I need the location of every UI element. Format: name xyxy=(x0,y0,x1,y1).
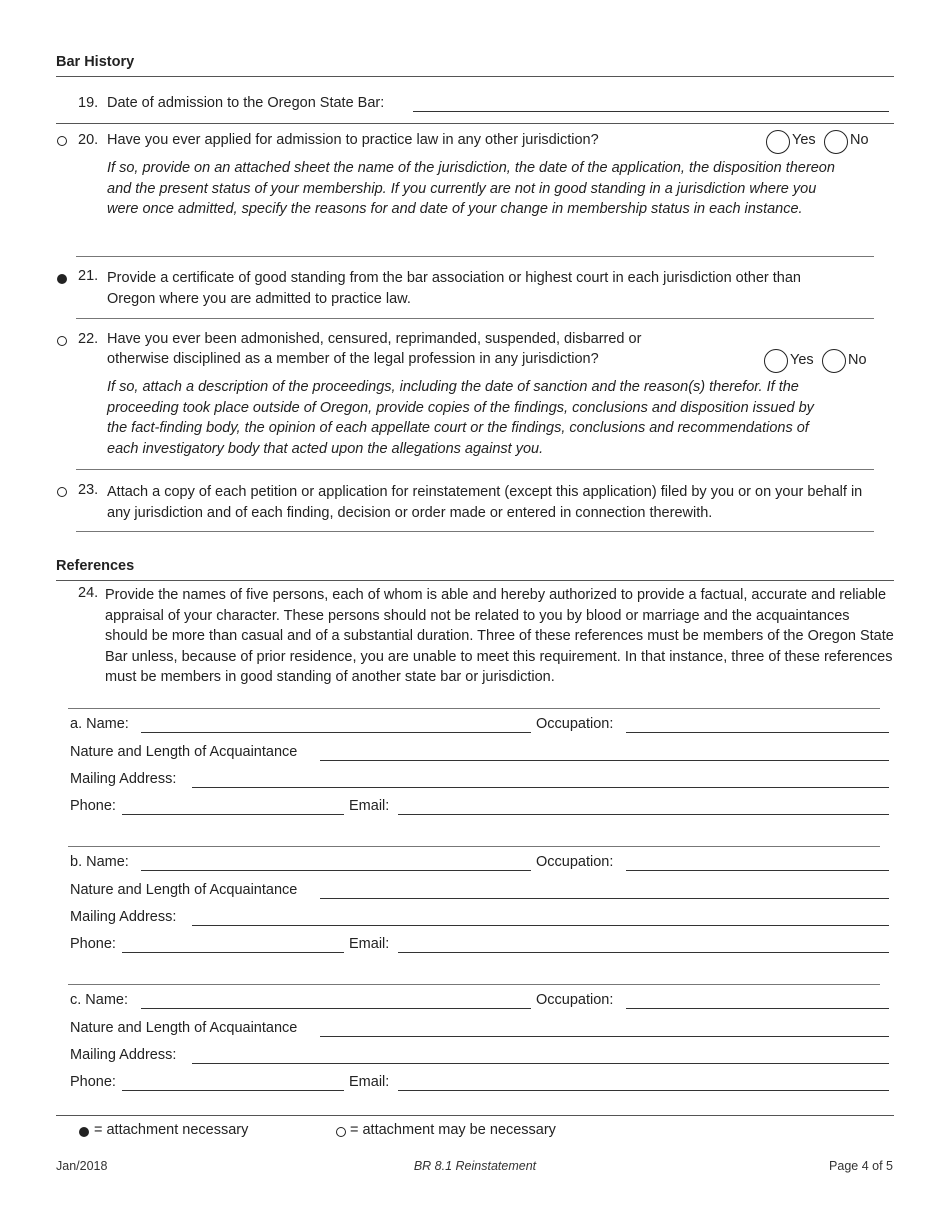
ref-c-name-field[interactable] xyxy=(141,1008,531,1009)
section-title-references: References xyxy=(56,558,135,574)
ref-b-occupation-label: Occupation: xyxy=(536,854,614,870)
divider xyxy=(56,76,894,77)
divider xyxy=(56,123,894,124)
no-label: No xyxy=(850,132,869,148)
attachment-may-be-necessary-icon xyxy=(57,336,67,346)
footer-date: Jan/2018 xyxy=(56,1159,108,1173)
footer-page-number: Page 4 of 5 xyxy=(829,1159,893,1173)
footer-form-name: BR 8.1 Reinstatement xyxy=(413,1159,537,1173)
question-number: 23. xyxy=(78,482,99,498)
divider xyxy=(76,531,874,532)
question-20-text: Have you ever applied for admission to practice law in any other jurisdiction? xyxy=(107,132,599,148)
question-number: 20. xyxy=(78,132,99,148)
attachment-necessary-icon xyxy=(57,274,67,284)
ref-c-address-label: Mailing Address: xyxy=(70,1047,177,1063)
attachment-may-be-necessary-icon xyxy=(336,1127,346,1137)
divider xyxy=(68,846,880,847)
question-24-text: Provide the names of five persons, each of whom is able and hereby authorized to provide a factual, accurate and reliable appraisal of your character. These persons should not be related to you by blood or marriage and the acquaintances should be more than casual and of a substantial duration. Three of these references must be members of the Oregon State Bar unless, because of prior residence, you are unable to meet this requirement. In that instance, three of these references must be members in good standing of another state bar or jurisdiction. xyxy=(105,587,894,685)
divider xyxy=(56,580,894,581)
ref-b-phone-label: Phone: xyxy=(70,936,116,952)
attachment-may-be-necessary-icon xyxy=(57,487,67,497)
ref-a-address-field[interactable] xyxy=(192,787,889,788)
ref-b-name-field[interactable] xyxy=(141,870,531,871)
legend-necessary: = attachment necessary xyxy=(94,1122,249,1138)
q22-yes-radio[interactable] xyxy=(764,349,788,373)
ref-c-acquaintance-label: Nature and Length of Acquaintance xyxy=(70,1020,298,1036)
divider xyxy=(68,984,880,985)
ref-a-name-field[interactable] xyxy=(141,732,531,733)
question-21-text: Provide a certificate of good standing from the bar association or highest court in each jurisdiction other than Oregon where you are admitted to practice law. xyxy=(107,270,801,307)
ref-a-name-label: a. Name: xyxy=(70,716,129,732)
divider xyxy=(56,1115,894,1116)
ref-c-phone-label: Phone: xyxy=(70,1074,116,1090)
ref-a-email-label: Email: xyxy=(349,798,390,814)
ref-c-acquaintance-field[interactable] xyxy=(320,1036,889,1037)
ref-a-occupation-label: Occupation: xyxy=(536,716,614,732)
attachment-may-be-necessary-icon xyxy=(57,136,67,146)
q20-yes-radio[interactable] xyxy=(766,130,790,154)
ref-c-occupation-field[interactable] xyxy=(626,1008,889,1009)
question-22-line2: otherwise disciplined as a member of the legal profession in any jurisdiction? xyxy=(107,351,599,367)
ref-a-phone-field[interactable] xyxy=(122,814,344,815)
question-20-note: If so, provide on an attached sheet the name of the jurisdiction, the date of the application, the disposition thereon and the present status of your membership. If you currently are not in good standing in a jurisdiction where you were once admitted, specify the reasons for and date of your change in membership status in each instance. xyxy=(107,160,835,217)
no-label: No xyxy=(848,352,867,368)
ref-c-occupation-label: Occupation: xyxy=(536,992,614,1008)
divider xyxy=(76,318,874,319)
ref-b-address-label: Mailing Address: xyxy=(70,909,177,925)
ref-c-phone-field[interactable] xyxy=(122,1090,344,1091)
ref-b-acquaintance-field[interactable] xyxy=(320,898,889,899)
question-22-line1: Have you ever been admonished, censured, reprimanded, suspended, disbarred or xyxy=(107,331,642,347)
question-19-text: Date of admission to the Oregon State Bar: xyxy=(107,95,385,111)
ref-b-address-field[interactable] xyxy=(192,925,889,926)
question-number: 21. xyxy=(78,268,99,284)
ref-b-email-field[interactable] xyxy=(398,952,889,953)
ref-a-email-field[interactable] xyxy=(398,814,889,815)
ref-a-acquaintance-label: Nature and Length of Acquaintance xyxy=(70,744,298,760)
ref-a-address-label: Mailing Address: xyxy=(70,771,177,787)
section-title-bar-history: Bar History xyxy=(56,54,135,70)
ref-a-acquaintance-field[interactable] xyxy=(320,760,889,761)
yes-label: Yes xyxy=(792,132,816,148)
ref-a-occupation-field[interactable] xyxy=(626,732,889,733)
question-number: 19. xyxy=(78,95,99,111)
question-23-text: Attach a copy of each petition or application for reinstatement (except this application) filed by you or on your behalf in any jurisdiction and of each finding, decision or order made or entered in connection therewith. xyxy=(107,484,863,521)
ref-c-address-field[interactable] xyxy=(192,1063,889,1064)
ref-b-acquaintance-label: Nature and Length of Acquaintance xyxy=(70,882,298,898)
admission-date-field[interactable] xyxy=(413,111,889,112)
question-22-note: If so, attach a description of the proceedings, including the date of sanction and the reason(s) therefor. If the proceeding took place outside of Oregon, provide copies of the findings, conclusions and disposition issued by the fact-finding body, the opinion of each appellate court or the findings, conclusions and recommendations of each investigatory body that acted upon the allegations against you. xyxy=(107,379,814,457)
yes-label: Yes xyxy=(790,352,814,368)
question-number: 24. xyxy=(78,585,99,601)
ref-c-email-field[interactable] xyxy=(398,1090,889,1091)
ref-b-occupation-field[interactable] xyxy=(626,870,889,871)
ref-a-phone-label: Phone: xyxy=(70,798,116,814)
q20-no-radio[interactable] xyxy=(824,130,848,154)
question-number: 22. xyxy=(78,331,99,347)
divider xyxy=(76,256,874,257)
ref-b-name-label: b. Name: xyxy=(70,854,129,870)
ref-c-email-label: Email: xyxy=(349,1074,390,1090)
q22-no-radio[interactable] xyxy=(822,349,846,373)
legend-maybe: = attachment may be necessary xyxy=(350,1122,556,1138)
ref-c-name-label: c. Name: xyxy=(70,992,129,1008)
attachment-necessary-icon xyxy=(79,1127,89,1137)
ref-b-email-label: Email: xyxy=(349,936,390,952)
divider xyxy=(76,469,874,470)
divider xyxy=(68,708,880,709)
ref-b-phone-field[interactable] xyxy=(122,952,344,953)
